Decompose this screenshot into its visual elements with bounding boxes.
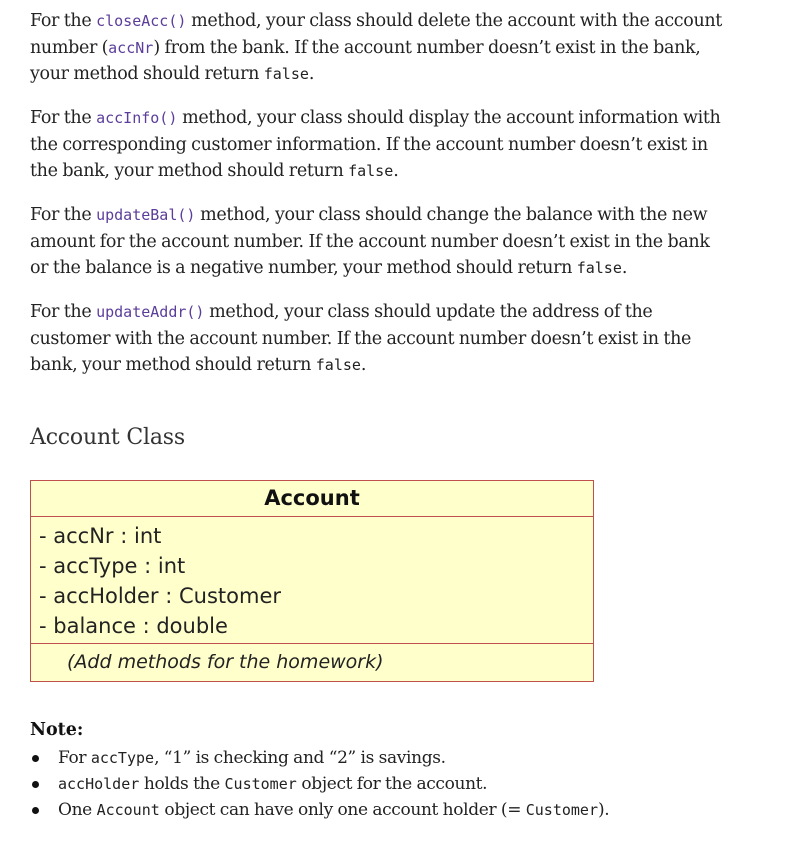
text-span: One <box>58 800 97 820</box>
text-span: object can have only one account holder (= <box>159 800 526 820</box>
code-false: false <box>348 162 394 180</box>
code-false: false <box>263 65 309 83</box>
code-acc-holder: accHolder <box>58 775 140 793</box>
text-span: holds the <box>139 774 225 794</box>
text-span: object for the account. <box>296 774 488 794</box>
paragraph-update-addr <box>30 299 730 379</box>
text-span: For the <box>30 11 97 31</box>
code-false: false <box>576 259 622 277</box>
code-acc-nr: accNr <box>108 38 154 57</box>
uml-attribute: - accNr : int <box>39 524 162 548</box>
uml-attributes <box>31 517 593 644</box>
paragraph-close-acc <box>30 8 730 88</box>
text-span: method, your class should display the account information with the corresponding customer information. If the account number doesn’t exist in the bank, your method should return <box>30 108 721 181</box>
paragraph-update-bal <box>30 202 730 282</box>
text-span: method, your class should update the address of the customer with the account number. If the account number doesn’t exist in the bank, your method should return <box>30 302 692 375</box>
text-span: ) from the bank. If the account number doesn’t exist in the bank, your method should return <box>30 37 701 84</box>
text-span: . <box>360 355 367 375</box>
text-span: , “1” is checking and “2” is savings. <box>154 748 446 768</box>
text-span: method, your class should delete the account with the account number ( <box>30 11 722 58</box>
code-acc-info: accInfo() <box>96 109 178 127</box>
text-span: For the <box>30 108 97 128</box>
code-close-acc: closeAcc() <box>96 12 187 30</box>
text-span: For the <box>30 205 97 225</box>
uml-attribute: - balance : double <box>39 614 228 638</box>
note-bullet <box>30 771 750 797</box>
code-customer: Customer <box>224 775 297 793</box>
note-bullet-list <box>30 745 750 823</box>
uml-class-name: Account <box>31 481 593 517</box>
uml-methods-note: (Add methods for the homework) <box>67 651 384 673</box>
uml-class-box <box>30 480 594 682</box>
code-update-addr: updateAddr() <box>96 303 205 321</box>
text-span: . <box>393 161 399 181</box>
text-span: For <box>58 748 91 768</box>
code-account: Account <box>96 801 160 819</box>
text-span: . <box>308 64 315 84</box>
note-bullet <box>30 797 750 823</box>
note-title: Note: <box>30 720 84 740</box>
text-span: method, your class should change the balance with the new amount for the account number. If the account number doesn’t exist in the bank or the balance is a negative number, your method should return <box>30 205 710 278</box>
code-update-bal: updateBal() <box>96 206 196 224</box>
text-span: ). <box>598 800 610 820</box>
code-false: false <box>315 356 361 374</box>
text-span: For the <box>30 302 97 322</box>
uml-attribute: - accType : int <box>39 554 186 578</box>
bullet-icon <box>32 807 39 814</box>
note-bullet <box>30 745 750 771</box>
bullet-icon <box>32 781 39 788</box>
text-span: . <box>621 258 628 278</box>
uml-attribute: - accHolder : Customer <box>39 584 282 608</box>
code-acc-type: accType <box>90 749 155 767</box>
section-title: Account Class <box>30 425 185 450</box>
code-customer: Customer <box>525 801 598 819</box>
bullet-icon <box>32 755 39 762</box>
paragraph-acc-info <box>30 105 730 185</box>
